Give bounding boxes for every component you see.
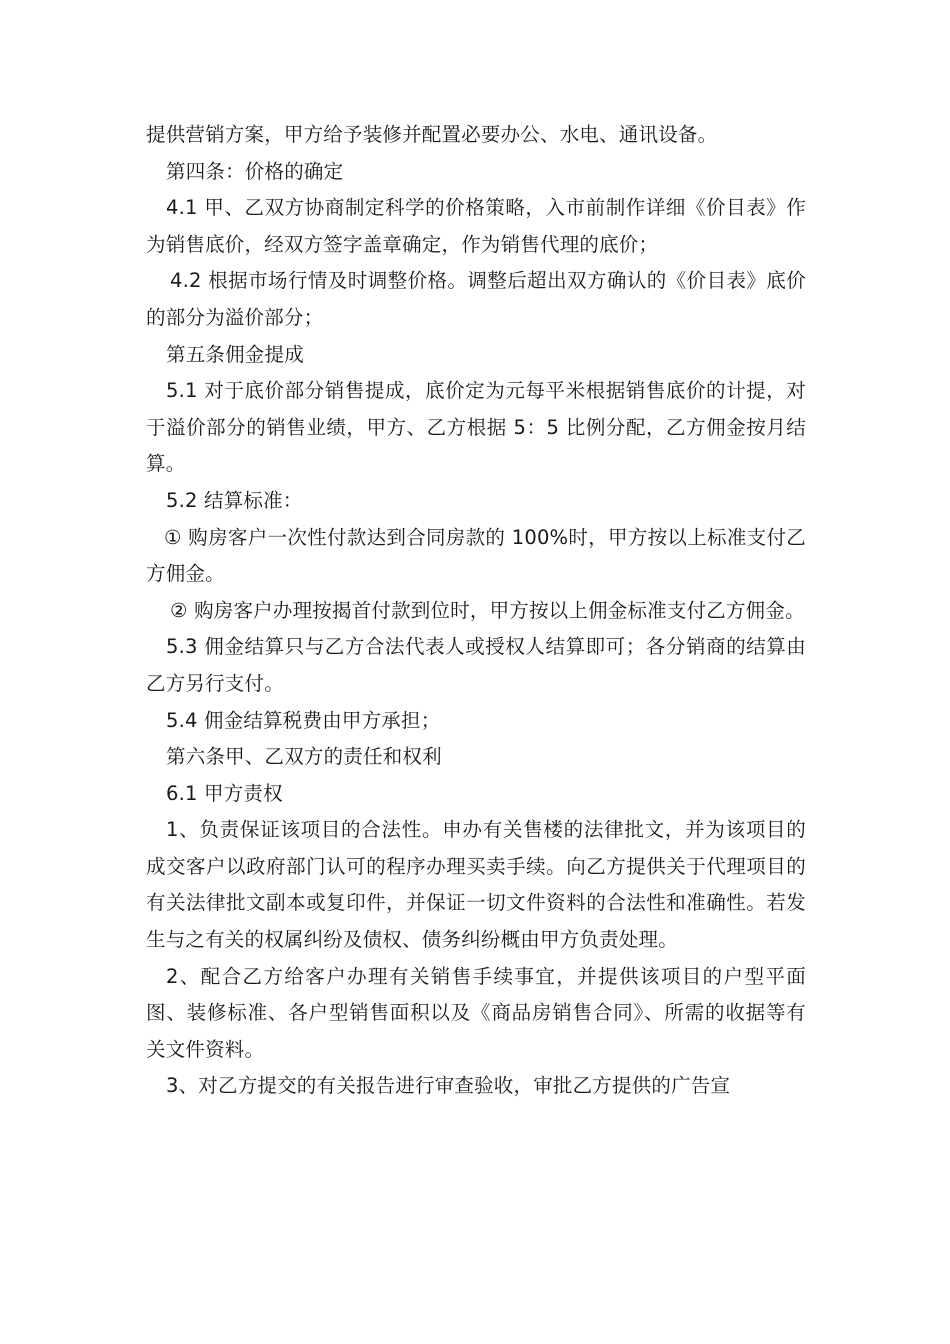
paragraph-6-1-item-2: 2、配合乙方给客户办理有关销售手续事宜，并提供该项目的户型平面图、装修标准、各户型销售面积以及《商品房销售合同》、所需的收据等有关文件资料。 xyxy=(146,964,806,1061)
paragraph-5-2: 5.2 结算标准： xyxy=(166,488,303,512)
heading-article-4: 第四条：价格的确定 xyxy=(166,159,344,183)
heading-article-6: 第六条甲、乙双方的责任和权利 xyxy=(166,745,442,769)
paragraph-5-2-item-1: ① 购房客户一次性付款达到合同房款的 100%时，甲方按以上标准支付乙方佣金。 xyxy=(146,525,806,586)
heading-article-5: 第五条佣金提成 xyxy=(166,342,304,366)
paragraph-6-1: 6.1 甲方责权 xyxy=(166,781,283,805)
paragraph-6-1-item-3: 3、对乙方提交的有关报告进行审查验收，审批乙方提供的广告宣 xyxy=(166,1074,731,1098)
paragraph-sales-plan: 提供营销方案，甲方给予装修并配置必要办公、水电、通讯设备。 xyxy=(146,123,718,146)
paragraph-5-4: 5.4 佣金结算税费由甲方承担； xyxy=(166,708,441,732)
paragraph-5-3: 5.3 佣金结算只与乙方合法代表人或授权人结算即可；各分销商的结算由乙方另行支付。 xyxy=(146,635,806,695)
paragraph-4-1: 4.1 甲、乙双方协商制定科学的价格策略，入市前制作详细《价目表》作为销售底价，经双方签字盖章确定，作为销售代理的底价； xyxy=(146,196,806,256)
contract-body xyxy=(146,117,806,1105)
paragraph-4-2: 4.2 根据市场行情及时调整价格。调整后超出双方确认的《价目表》底价的部分为溢价部分； xyxy=(146,269,806,329)
paragraph-5-1: 5.1 对于底价部分销售提成，底价定为元每平米根据销售底价的计提，对于溢价部分的销售业绩，甲方、乙方根据 5：5 比例分配，乙方佣金按月结算。 xyxy=(146,379,806,476)
paragraph-5-2-item-2: ② 购房客户办理按揭首付款到位时，甲方按以上佣金标准支付乙方佣金。 xyxy=(170,598,805,622)
paragraph-6-1-item-1: 1、负责保证该项目的合法性。申办有关售楼的法律批文，并为该项目的成交客户以政府部门认可的程序办理买卖手续。向乙方提供关于代理项目的有关法律批文副本或复印件，并保证一切文件资料的合法性和准确性。若发生与之有关的权属纠纷及债权、债务纠纷概由甲方负责处理。 xyxy=(146,818,806,952)
